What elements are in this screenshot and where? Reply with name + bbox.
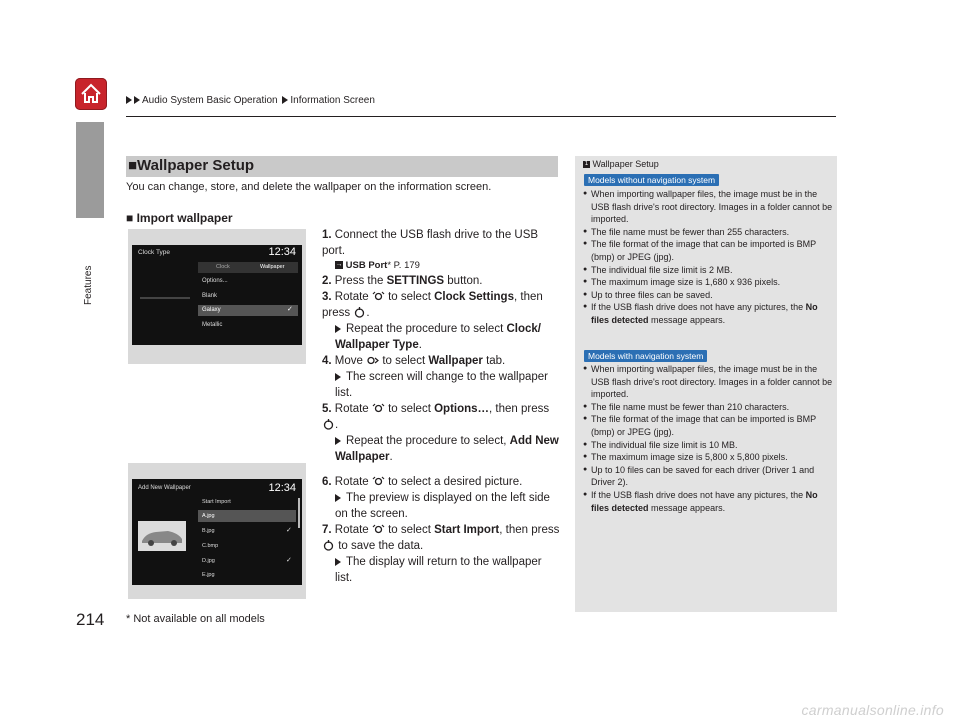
screen-clock: 12:34	[268, 482, 296, 494]
step-6: 6. Rotate to select a desired picture.	[322, 476, 523, 488]
screenshot-add-new-wallpaper	[128, 463, 306, 599]
menu-item: Blank	[202, 293, 218, 299]
list-item: C.bmp	[202, 543, 219, 549]
list-item: D.jpg	[202, 558, 215, 564]
home-button[interactable]	[75, 78, 107, 110]
check-icon: ✓	[286, 557, 292, 564]
sidebar-label: Features	[83, 265, 94, 305]
press-knob-icon	[353, 307, 366, 318]
move-knob-icon	[366, 355, 379, 366]
chevron-right-icon	[282, 96, 288, 104]
step-5-result: Repeat the procedure to select, Add New Wallpaper.	[335, 435, 559, 463]
side-list-item: ● The maximum image size is 5,800 x 5,800 pixels.	[583, 451, 833, 464]
side-list-item: ● Up to 10 files can be saved for each driver (Driver 1 and Driver 2).	[583, 464, 833, 489]
check-icon: ✓	[286, 527, 292, 534]
step-2: 2. Press the SETTINGS button.	[322, 275, 483, 287]
side-list-item: ● The file name must be fewer than 210 characters.	[583, 401, 833, 414]
side-list-item: ● The file format of the image that can be imported is BMP (bmp) or JPEG (jpg).	[583, 238, 833, 263]
side-list-item: ● The file name must be fewer than 255 characters.	[583, 226, 833, 239]
header-divider	[126, 116, 836, 117]
badge-without-navigation: Models without navigation system	[584, 174, 719, 186]
side-list-item: ● The maximum image size is 1,680 x 936 pixels.	[583, 276, 833, 289]
scrollbar	[298, 498, 300, 528]
chevron-right-icon	[126, 96, 132, 104]
side-list-item: ● The individual file size limit is 2 MB.	[583, 264, 833, 277]
side-list-item: ● When importing wallpaper files, the image must be in the USB flash drive's root directory. Images in a folder cannot be imported.	[583, 188, 833, 226]
check-icon: ✓	[287, 306, 293, 313]
subsection-title: ■ Import wallpaper	[126, 211, 233, 225]
menu-item: Metallic	[202, 322, 223, 328]
step-3-result: Repeat the procedure to select Clock/ Wallpaper Type.	[335, 323, 541, 351]
reference-arrow-icon: →	[335, 261, 343, 269]
watermark: carmanualsonline.info	[801, 702, 944, 718]
car-icon	[138, 521, 186, 551]
side-list-with-navigation	[583, 363, 833, 514]
selector-knob-icon	[372, 291, 385, 302]
note-marker-icon: 1	[584, 161, 589, 168]
result-arrow-icon	[335, 494, 341, 502]
breadcrumb-item[interactable]: Audio System Basic Operation	[142, 95, 278, 106]
breadcrumb-item[interactable]: Information Screen	[290, 95, 375, 106]
press-knob-icon	[322, 540, 335, 551]
side-list-item: ● When importing wallpaper files, the image must be in the USB flash drive's root directory. Images in a folder cannot be imported.	[583, 363, 833, 401]
step-5: 5. Rotate to select Options…, then press .	[322, 403, 550, 431]
screenshot-clock-type	[128, 229, 306, 364]
side-note-heading: 1 Wallpaper Setup	[584, 159, 659, 169]
list-item: Start Import	[202, 499, 231, 505]
side-list-item: ● Up to three files can be saved.	[583, 289, 833, 302]
side-list-item: ● If the USB flash drive does not have any pictures, the No files detected message appears.	[583, 301, 833, 326]
side-list-item: ● The file format of the image that can be imported is BMP (bmp) or JPEG (jpg).	[583, 413, 833, 438]
step-7: 7. Rotate to select Start Import, then press to save the data.	[322, 524, 560, 552]
steps-list	[322, 227, 560, 586]
chevron-right-icon	[134, 96, 140, 104]
step-4-result: The screen will change to the wallpaper list.	[335, 371, 549, 399]
result-arrow-icon	[335, 558, 341, 566]
screen-title: Clock Type	[138, 249, 171, 256]
footnote: * Not available on all models	[126, 613, 265, 625]
result-arrow-icon	[335, 437, 341, 445]
result-arrow-icon	[335, 325, 341, 333]
page-number: 214	[76, 610, 105, 629]
selector-knob-icon	[372, 476, 385, 487]
home-icon	[79, 82, 103, 106]
step-6-result: The preview is displayed on the left side on the screen.	[335, 492, 550, 520]
selector-knob-icon	[372, 524, 385, 535]
result-arrow-icon	[335, 373, 341, 381]
step-1-reference[interactable]: → USB Port* P. 179	[335, 260, 420, 271]
step-4: 4. Move to select Wallpaper tab.	[322, 355, 506, 367]
press-knob-icon	[322, 419, 335, 430]
list-item: B.jpg	[202, 528, 215, 534]
intro-text: You can change, store, and delete the wallpaper on the information screen.	[126, 181, 492, 193]
step-3: 3. Rotate to select Clock Settings, then press .	[322, 291, 543, 319]
step-1: 1. Connect the USB flash drive to the USB port.	[322, 229, 539, 257]
preview-image	[138, 521, 186, 551]
list-item: E.jpg	[202, 572, 215, 578]
tab-wallpaper: Wallpaper	[260, 264, 285, 270]
side-list-item: ● The individual file size limit is 10 MB.	[583, 439, 833, 452]
screen-clock: 12:34	[268, 246, 296, 258]
menu-item: Options...	[202, 278, 228, 284]
selector-knob-icon	[372, 403, 385, 414]
sidebar-tab[interactable]	[76, 122, 104, 218]
breadcrumb	[126, 95, 375, 106]
menu-item-selected: Galaxy	[202, 307, 221, 313]
tab-clock: Clock	[216, 264, 230, 270]
side-list-item: ● If the USB flash drive does not have any pictures, the No files detected message appears.	[583, 489, 833, 514]
step-7-result: The display will return to the wallpaper list.	[335, 556, 542, 584]
screen-title: Add New Wallpaper	[138, 485, 191, 491]
side-list-without-navigation	[583, 188, 833, 327]
section-title: ■Wallpaper Setup	[128, 157, 255, 174]
list-item-selected: A.jpg	[202, 513, 215, 519]
badge-with-navigation: Models with navigation system	[584, 350, 707, 362]
